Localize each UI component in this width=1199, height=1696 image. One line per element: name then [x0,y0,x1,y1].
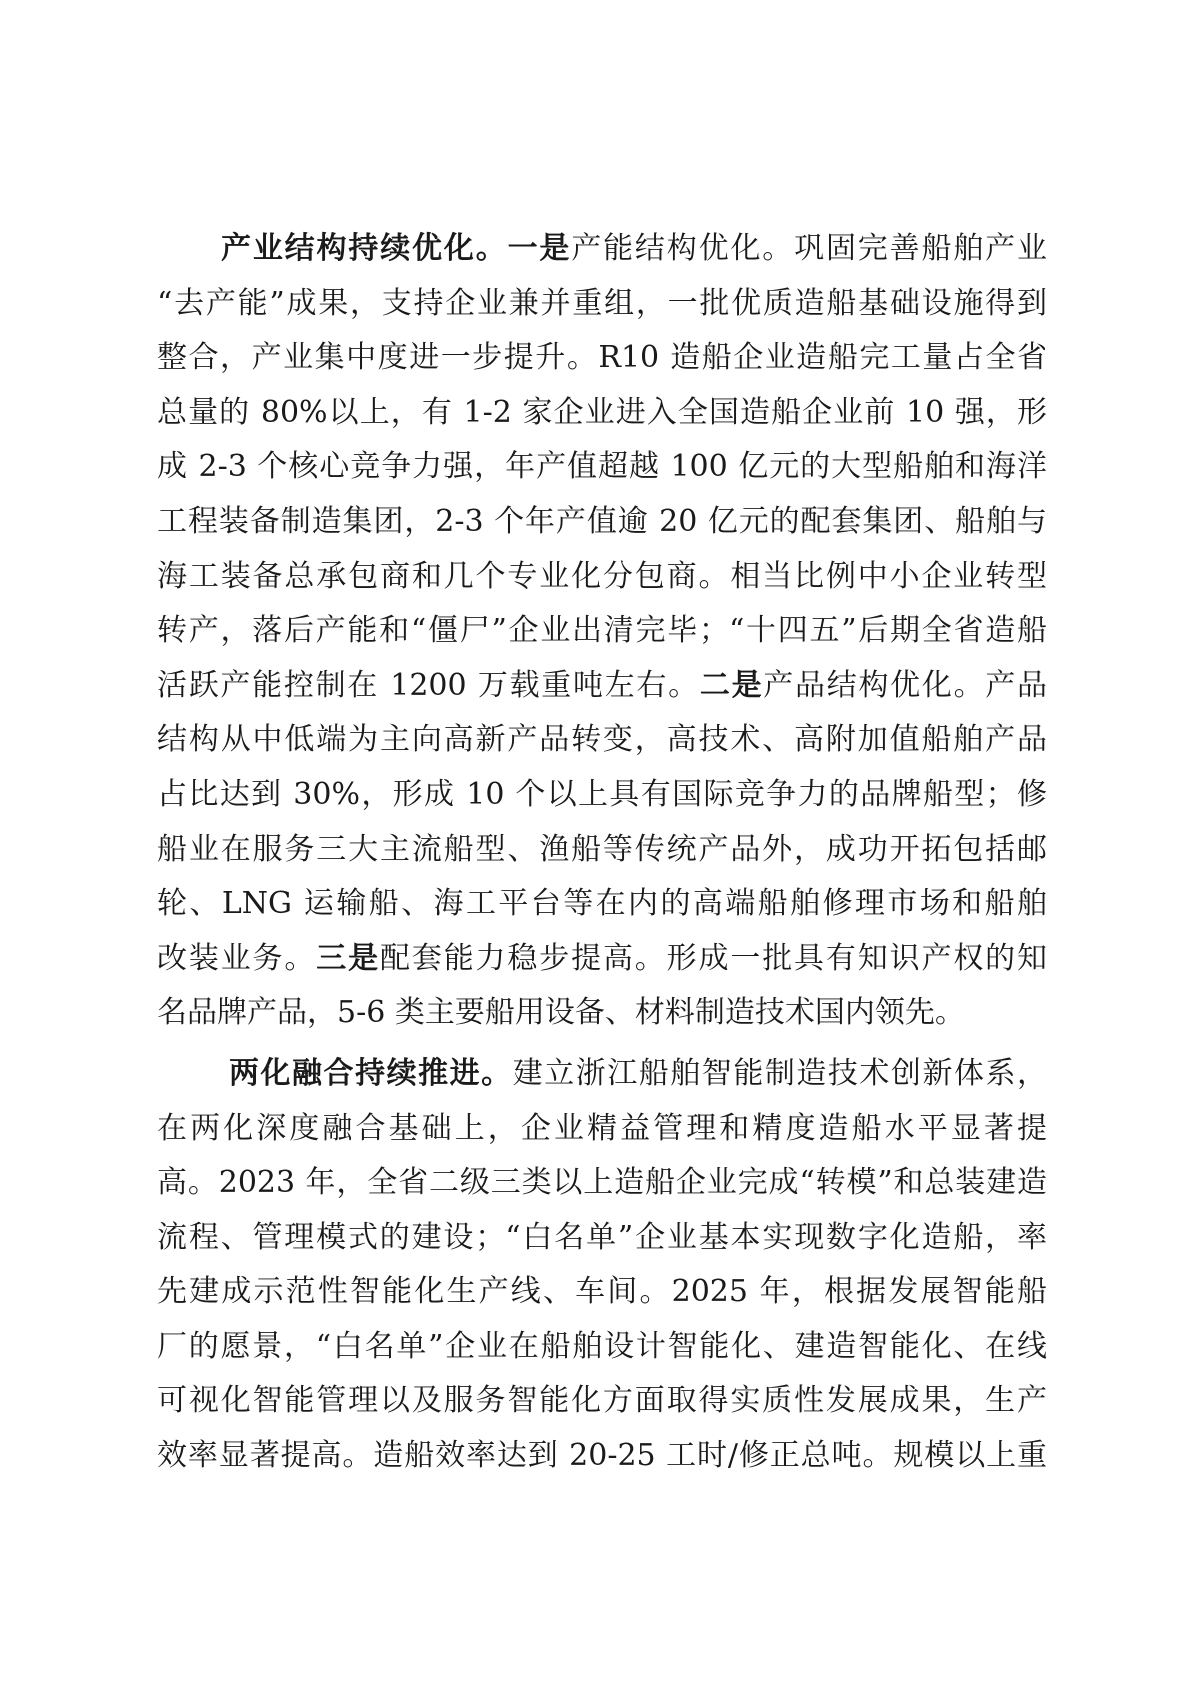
text-line [157,768,1047,823]
text-run: 先建成示范性智能化生产线、车间。2025 年，根据发展智能船 [157,1274,1047,1310]
text-line [157,1320,1047,1375]
text-line [157,1429,1047,1484]
text-line [157,713,1047,768]
text-run: 船业在服务三大主流船型、渔船等传统产品外，成功开拓包括邮 [157,831,1047,867]
text-run: 总量的 80%以上，有 1-2 家企业进入全国造船企业前 10 强，形 [157,394,1047,430]
text-run: 成 2-3 个核心竞争力强，年产值超越 100 亿元的大型船舶和海洋 [157,449,1047,485]
point-marker-two: 二是 [699,667,764,703]
text-run: 产能结构优化。巩固完善船舶产业 [571,231,1047,266]
paragraph-informatization [157,1047,1047,1484]
text-run: 建立浙江船舶智能制造技术创新体系， [512,1055,1047,1091]
text-line [157,386,1047,441]
document-body [157,222,1047,1484]
point-marker-three: 三是 [316,940,380,976]
text-run: 产品结构优化。产品 [763,667,1047,703]
text-line [157,659,1047,714]
text-run: 占比达到 30%，形成 10 个以上具有国际竞争力的品牌船型；修 [157,776,1047,812]
text-line [157,1156,1047,1211]
text-line [157,331,1047,386]
text-line [157,877,1047,932]
paragraph-industrial-structure [157,222,1047,1041]
heading-industrial-structure: 产业结构持续优化。 [221,231,508,266]
text-line [157,222,1047,277]
text-run: “去产能”成果，支持企业兼并重组，一批优质造船基础设施得到 [157,285,1047,321]
text-run: 工程装备制造集团，2-3 个年产值逾 20 亿元的配套集团、船舶与 [157,503,1047,539]
text-run: 改装业务。 [157,940,317,976]
text-line [157,1265,1047,1320]
text-line [157,440,1047,495]
text-run: 整合，产业集中度进一步提升。R10 造船企业造船完工量占全省 [157,340,1047,376]
text-run: 效率显著提高。造船效率达到 20-25 工时/修正总吨。规模以上重 [157,1438,1047,1474]
text-line [157,1211,1047,1266]
text-run: 海工装备总承包商和几个专业化分包商。相当比例中小企业转型 [157,558,1047,594]
text-line [157,986,1047,1041]
text-line [157,550,1047,605]
text-line [157,823,1047,878]
text-line [157,932,1047,987]
text-line [157,495,1047,550]
text-run: 转产，落后产能和“僵尸”企业出清完毕；“十四五”后期全省造船 [157,613,1047,649]
text-line [157,604,1047,659]
text-line [157,277,1047,332]
text-line [157,1047,1047,1102]
text-run: 活跃产能控制在 1200 万载重吨左右。 [157,667,700,703]
text-run: 高。2023 年，全省二级三类以上造船企业完成“转模”和总装建造 [157,1165,1047,1201]
text-run: 名品牌产品，5-6 类主要船用设备、材料制造技术国内领先。 [157,995,965,1031]
text-line [157,1102,1047,1157]
text-run: 在两化深度融合基础上，企业精益管理和精度造船水平显著提 [157,1110,1047,1146]
text-run: 可视化智能管理以及服务智能化方面取得实质性发展成果，生产 [157,1383,1047,1419]
point-marker-one: 一是 [507,231,572,266]
heading-informatization: 两化融合持续推进。 [229,1055,513,1091]
text-run: 结构从中低端为主向高新产品转变，高技术、高附加值船舶产品 [157,722,1047,758]
text-line [157,1374,1047,1429]
text-run: 厂的愿景，“白名单”企业在船舶设计智能化、建造智能化、在线 [157,1328,1047,1364]
text-run: 流程、管理模式的建设；“白名单”企业基本实现数字化造船，率 [157,1219,1047,1255]
text-run: 配套能力稳步提高。形成一批具有知识产权的知 [379,940,1047,976]
text-run: 轮、LNG 运输船、海工平台等在内的高端船舶修理市场和船舶 [157,886,1047,922]
